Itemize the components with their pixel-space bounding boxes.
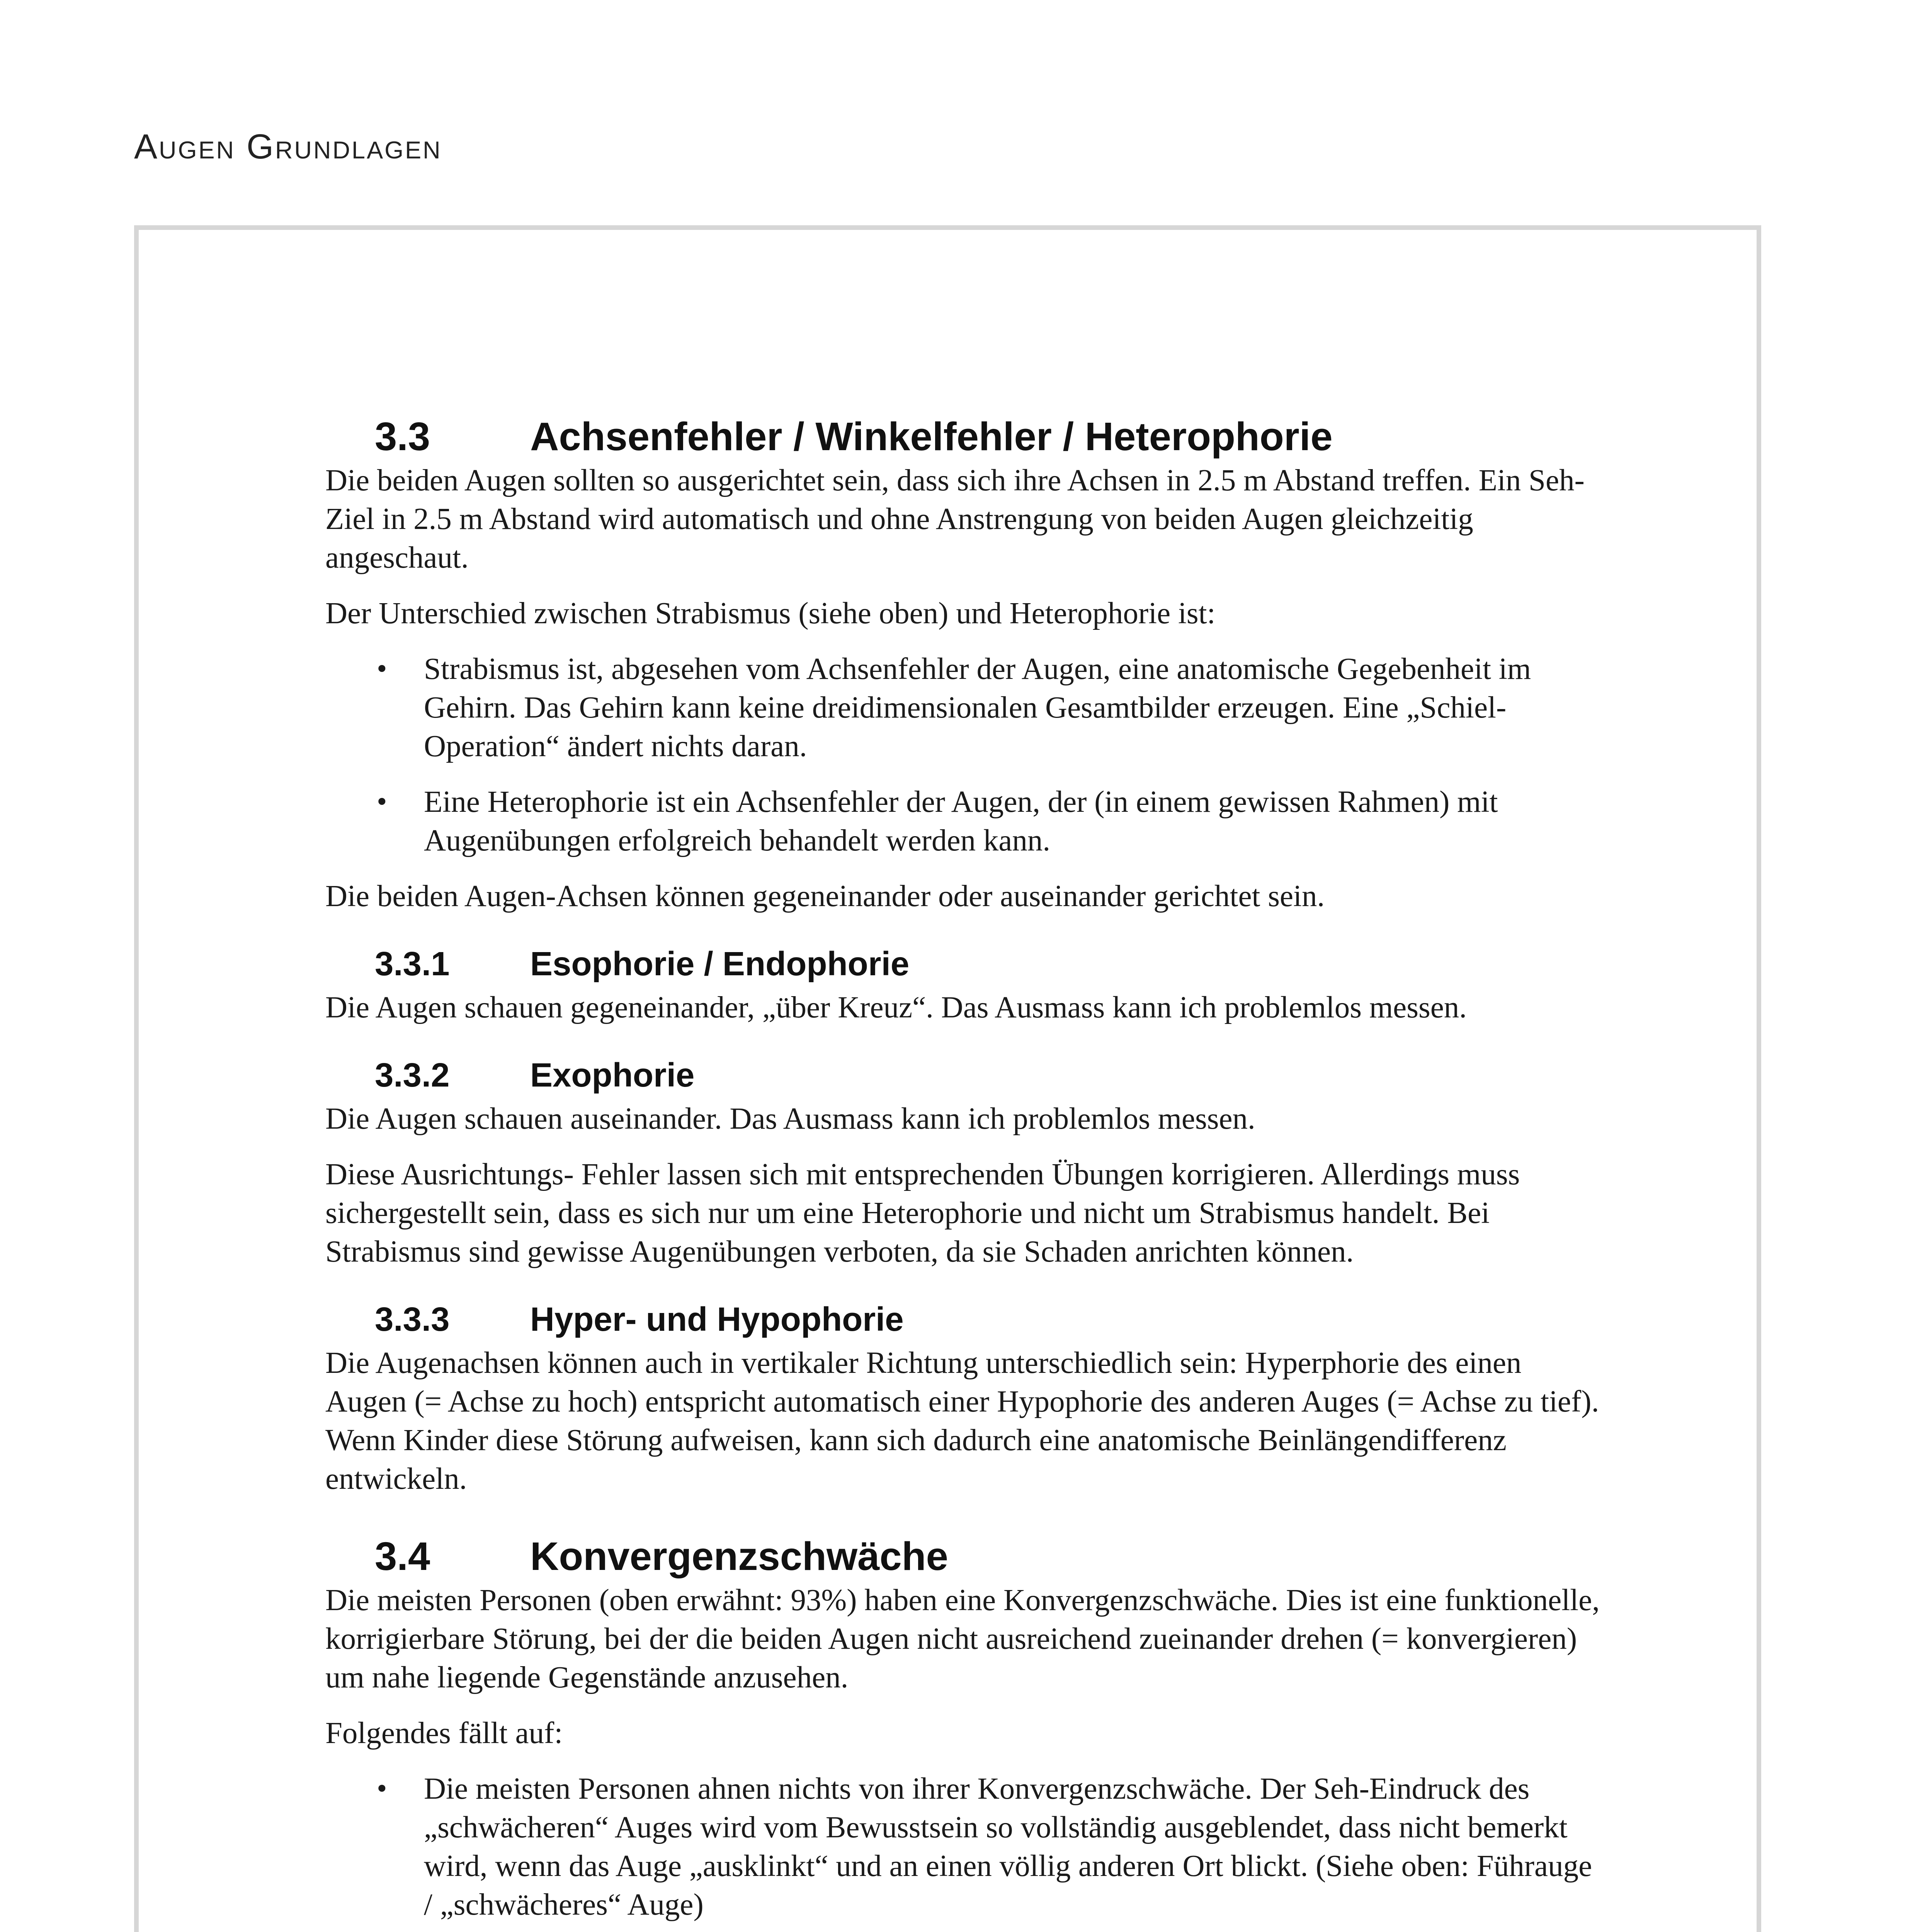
section-heading-3-3-3 bbox=[325, 1298, 1600, 1341]
section-heading-3-4 bbox=[325, 1533, 1600, 1580]
bullet-list bbox=[325, 650, 1600, 860]
list-item-text: Strabismus ist, abgesehen vom Achsenfehler der Augen, eine anatomische Gegebenheit im Gehirn. Das Gehirn kann keine dreidimensionalen Gesamtbilder erzeugen. Eine „Schiel-Operation“ ändert nichts daran. bbox=[424, 652, 1531, 763]
section-title: Exophorie bbox=[530, 1056, 695, 1094]
list-item-text: Die meisten Personen ahnen nichts von ihrer Konvergenzschwäche. Der Seh-Eindruck des „schwächeren“ Auges wird vom Bewusstsein so vollständig ausgeblendet, dass nicht bemerkt wird, wenn das Auge „ausklinkt“ und an einen völlig anderen Ort blickt. (Siehe oben: Führauge / „schwächeres“ Auge) bbox=[424, 1772, 1592, 1922]
bullet-icon: • bbox=[375, 788, 389, 816]
bullet-icon: • bbox=[375, 655, 389, 683]
paragraph: Die Augen schauen auseinander. Das Ausmass kann ich problemlos messen. bbox=[325, 1102, 1255, 1136]
section-number: 3.3.2 bbox=[375, 1056, 450, 1094]
list-item bbox=[325, 783, 1600, 860]
paragraph: Der Unterschied zwischen Strabismus (siehe oben) und Heterophorie ist: bbox=[325, 597, 1216, 630]
paragraph: Diese Ausrichtungs- Fehler lassen sich mit entsprechenden Übungen korrigieren. Allerdings muss sichergestellt sein, dass es sich nur um eine Heterophorie und nicht um Strabismus handelt. Bei Strabismus sind gewisse Augenübungen verboten, da sie Schaden anrichten können. bbox=[325, 1158, 1520, 1269]
section-number: 3.3.3 bbox=[375, 1301, 450, 1338]
list-item bbox=[325, 650, 1600, 766]
list-item-text: Eine Heterophorie ist ein Achsenfehler der Augen, der (in einem gewissen Rahmen) mit Augenübungen erfolgreich behandelt werden kann. bbox=[424, 785, 1498, 857]
page-content bbox=[325, 413, 1600, 1932]
bullet-list bbox=[325, 1770, 1600, 1932]
section-title: Achsenfehler / Winkelfehler / Heterophorie bbox=[530, 414, 1333, 459]
section-title: Hyper- und Hypophorie bbox=[530, 1301, 904, 1338]
running-header: Augen Grundlagen bbox=[134, 128, 442, 166]
section-heading-3-3 bbox=[325, 413, 1600, 460]
paragraph: Die beiden Augen sollten so ausgerichtet sein, dass sich ihre Achsen in 2.5 m Abstand treffen. Ein Seh-Ziel in 2.5 m Abstand wird automatisch und ohne Anstrengung von beiden Augen gleichzeitig angeschaut. bbox=[325, 464, 1585, 575]
paragraph: Die Augen schauen gegeneinander, „über Kreuz“. Das Ausmass kann ich problemlos messen. bbox=[325, 991, 1467, 1024]
section-number: 3.3 bbox=[375, 414, 430, 459]
paragraph: Die meisten Personen (oben erwähnt: 93%) haben eine Konvergenzschwäche. Dies ist eine funktionelle, korrigierbare Störung, bei der die beiden Augen nicht ausreichend zueinander drehen (= konvergieren) um nahe liegende Gegenstände anzusehen. bbox=[325, 1583, 1600, 1694]
section-heading-3-3-2 bbox=[325, 1054, 1600, 1097]
paragraph: Die Augenachsen können auch in vertikaler Richtung unterschiedlich sein: Hyperphorie des einen Augen (= Achse zu hoch) entspricht automatisch einer Hypophorie des anderen Auges (= Achse zu tief). Wenn Kinder diese Störung aufweisen, kann sich dadurch eine anatomische Beinlängendifferenz entwickeln. bbox=[325, 1346, 1599, 1496]
paragraph: Folgendes fällt auf: bbox=[325, 1716, 563, 1750]
section-number: 3.3.1 bbox=[375, 945, 450, 983]
section-title: Esophorie / Endophorie bbox=[530, 945, 910, 983]
section-number: 3.4 bbox=[375, 1534, 430, 1578]
section-heading-3-3-1 bbox=[325, 943, 1600, 985]
bullet-icon: • bbox=[375, 1775, 389, 1803]
paragraph: Die beiden Augen-Achsen können gegeneinander oder auseinander gerichtet sein. bbox=[325, 879, 1325, 913]
list-item bbox=[325, 1770, 1600, 1924]
section-title: Konvergenzschwäche bbox=[530, 1534, 948, 1578]
